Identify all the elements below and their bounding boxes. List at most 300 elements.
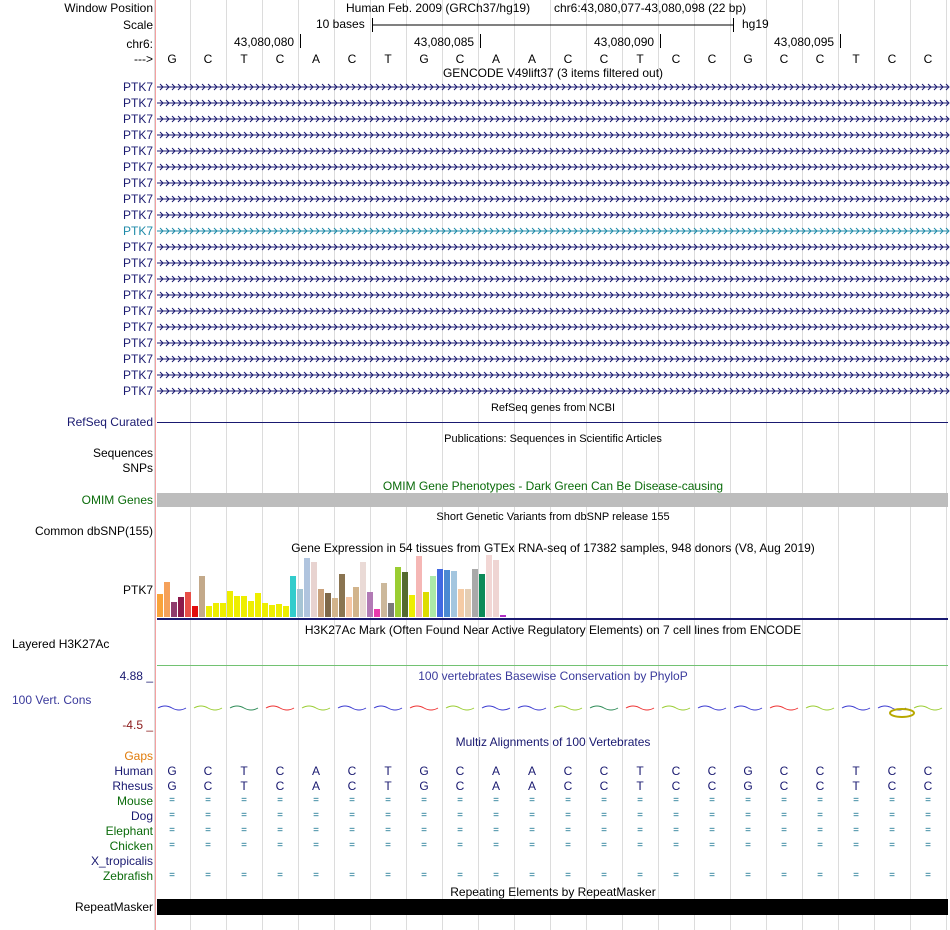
gtex-tissue-bar[interactable] (192, 606, 198, 617)
phylop-mark (806, 706, 834, 710)
alignment-base: A (527, 764, 536, 778)
gtex-tissue-bar[interactable] (255, 593, 261, 617)
gene-label[interactable]: PTK7 (122, 272, 153, 286)
alignment-base: = (745, 870, 751, 881)
phylop-mark (770, 706, 798, 710)
alignment-base: C (455, 764, 465, 778)
alignment-base: = (205, 795, 211, 806)
gtex-tissue-bar[interactable] (451, 571, 457, 617)
alignment-base: = (385, 810, 391, 821)
gene-label[interactable]: PTK7 (122, 224, 153, 238)
phylop-mark (338, 706, 366, 710)
gtex-tissue-bar[interactable] (241, 596, 247, 617)
alignment-base: = (709, 810, 715, 821)
alignment-base: = (493, 870, 499, 881)
base-letter: C (779, 52, 789, 66)
gene-feature[interactable] (157, 291, 948, 299)
alignment-base: = (817, 870, 823, 881)
alignment-base: = (349, 795, 355, 806)
gene-label[interactable]: PTK7 (122, 240, 153, 254)
gene-label[interactable]: PTK7 (122, 320, 153, 334)
alignment-base: G (743, 779, 753, 793)
gene-feature[interactable] (157, 99, 948, 107)
ruler-tick-label: 43,080,090 (594, 35, 655, 49)
gene-feature[interactable] (157, 211, 948, 219)
base-letter: C (599, 52, 609, 66)
base-letter: C (275, 52, 285, 66)
phylop-mark (518, 706, 546, 710)
alignment-base: = (817, 840, 823, 851)
omim-bar[interactable] (157, 493, 948, 507)
alignment-base: = (853, 870, 859, 881)
grid-line (802, 0, 803, 930)
gtex-tissue-bar[interactable] (213, 603, 219, 617)
gene-feature[interactable] (157, 275, 948, 283)
gtex-tissue-bar[interactable] (395, 567, 401, 617)
gtex-tissue-bar[interactable] (206, 606, 212, 617)
ruler-tick (480, 34, 481, 48)
alignment-base: C (779, 764, 789, 778)
gaps-label[interactable]: Gaps (124, 749, 153, 763)
gtex-tissue-bar[interactable] (479, 574, 485, 617)
base-letter: A (311, 52, 320, 66)
phylop-mark (410, 706, 438, 710)
gtex-tissue-bar[interactable] (346, 597, 352, 617)
h3k27ac-line (157, 665, 948, 666)
base-letter: T (852, 52, 860, 66)
alignment-base: = (169, 825, 175, 836)
repeatmasker-bar[interactable] (157, 899, 948, 915)
gene-label[interactable]: PTK7 (122, 304, 153, 318)
gene-label[interactable]: PTK7 (122, 256, 153, 270)
gtex-title[interactable]: Gene Expression in 54 tissues from GTEx RNA-seq of 17382 samples, 948 donors (V8, Aug 2019) (291, 541, 815, 555)
gene-feature[interactable] (157, 387, 948, 395)
grid-line (694, 0, 695, 930)
snps-label[interactable]: SNPs (122, 461, 153, 475)
refseq-title[interactable]: RefSeq genes from NCBI (490, 402, 616, 414)
alignment-base: T (240, 764, 248, 778)
base-letter: A (527, 52, 536, 66)
alignment-base: = (385, 795, 391, 806)
gtex-tissue-bar[interactable] (325, 593, 331, 617)
alignment-base: C (923, 764, 933, 778)
gene-feature[interactable] (157, 179, 948, 187)
gtex-tissue-bar[interactable] (493, 560, 499, 617)
grid-line (442, 0, 443, 930)
grid-line (334, 0, 335, 930)
alignment-base: = (421, 795, 427, 806)
gene-feature[interactable] (157, 227, 948, 235)
gene-label[interactable]: PTK7 (122, 80, 153, 94)
gencode-title[interactable]: GENCODE V49lift37 (3 items filtered out) (442, 66, 664, 80)
grid-line (910, 0, 911, 930)
alignment-base: = (601, 870, 607, 881)
gene-label[interactable]: PTK7 (122, 128, 153, 142)
alignment-base: = (205, 870, 211, 881)
species-label[interactable]: Elephant (105, 824, 153, 838)
gene-feature[interactable] (157, 371, 948, 379)
grid-line (154, 0, 155, 930)
gtex-tissue-bar[interactable] (311, 562, 317, 617)
chrom-label: chr6: (126, 37, 153, 51)
gtex-tissue-bar[interactable] (437, 569, 443, 617)
gene-feature[interactable] (157, 323, 948, 331)
species-label[interactable]: Zebrafish (102, 869, 153, 883)
alignment-base: = (817, 795, 823, 806)
gtex-tissue-bar[interactable] (332, 598, 338, 617)
base-letter: T (384, 52, 392, 66)
alignment-base: C (887, 779, 897, 793)
publications-title[interactable]: Publications: Sequences in Scientific Articles (444, 433, 662, 445)
gtex-tissue-bar[interactable] (409, 595, 415, 617)
alignment-base: = (565, 810, 571, 821)
alignment-base: G (167, 764, 177, 778)
phylop-mark (554, 706, 582, 710)
omim-title[interactable]: OMIM Gene Phenotypes - Dark Green Can Be Disease-causing (382, 479, 724, 493)
alignment-base: = (529, 795, 535, 806)
gtex-tissue-bar[interactable] (297, 589, 303, 617)
alignment-base: = (601, 810, 607, 821)
phylop-logo[interactable] (156, 700, 950, 722)
alignment-base: = (709, 840, 715, 851)
alignment-base: C (275, 764, 285, 778)
publications-label[interactable]: Sequences (92, 446, 153, 460)
species-label[interactable]: Dog (130, 809, 153, 823)
base-letter: G (743, 52, 753, 66)
refseq-label[interactable]: RefSeq Curated (66, 415, 153, 429)
alignment-base: = (889, 840, 895, 851)
grid-line (874, 0, 875, 930)
alignment-base: = (673, 795, 679, 806)
gtex-tissue-bar[interactable] (402, 572, 408, 617)
grid-line (946, 0, 947, 930)
gene-feature[interactable] (157, 339, 948, 347)
gene-feature[interactable] (157, 355, 948, 363)
alignment-base: = (817, 825, 823, 836)
gtex-tissue-bar[interactable] (500, 615, 506, 617)
gtex-tissue-bar[interactable] (185, 592, 191, 617)
phylop-mark (230, 706, 258, 710)
alignment-base: = (313, 840, 319, 851)
gtex-tissue-bar[interactable] (157, 594, 163, 617)
grid-line (550, 0, 551, 930)
alignment-base: A (311, 764, 320, 778)
alignment-base: = (349, 840, 355, 851)
alignment-base: T (240, 779, 248, 793)
h3k27ac-label[interactable]: Layered H3K27Ac (12, 637, 110, 651)
gtex-tissue-bar[interactable] (248, 601, 254, 617)
alignment-base: = (241, 825, 247, 836)
alignment-base: = (241, 810, 247, 821)
gtex-tissue-bar[interactable] (304, 558, 310, 617)
alignment-base: C (923, 779, 933, 793)
scale-label: Scale (122, 18, 153, 32)
grid-line (622, 0, 623, 930)
gene-label[interactable]: PTK7 (122, 96, 153, 110)
alignment-base: C (815, 764, 825, 778)
grid-line (586, 0, 587, 930)
alignment-base: C (203, 779, 213, 793)
gtex-tissue-bar[interactable] (276, 604, 282, 617)
species-label[interactable]: Human (114, 764, 153, 778)
alignment-base: C (275, 779, 285, 793)
gene-label[interactable]: PTK7 (122, 176, 153, 190)
ruler-tick (660, 34, 661, 48)
refseq-line[interactable] (157, 422, 948, 423)
alignment-base: = (169, 840, 175, 851)
assembly-name: Human Feb. 2009 (GRCh37/hg19) (346, 1, 531, 15)
alignment-base: = (313, 870, 319, 881)
base-letter: C (203, 52, 213, 66)
alignment-base: = (853, 810, 859, 821)
gene-feature[interactable] (157, 131, 948, 139)
alignment-base: = (565, 840, 571, 851)
alignment-base: = (925, 795, 931, 806)
alignment-base: = (421, 870, 427, 881)
phylop-mark (590, 706, 618, 710)
alignment-base: = (745, 810, 751, 821)
alignment-base: = (277, 870, 283, 881)
gene-feature[interactable] (157, 115, 948, 123)
alignment-base: = (601, 840, 607, 851)
dbsnp-title[interactable]: Short Genetic Variants from dbSNP release 155 (436, 511, 670, 523)
gtex-tissue-bar[interactable] (164, 582, 170, 617)
species-label[interactable]: Chicken (109, 839, 153, 853)
grid-line (262, 0, 263, 930)
base-letter: C (887, 52, 897, 66)
gene-label[interactable]: PTK7 (122, 112, 153, 126)
alignment-base: = (529, 810, 535, 821)
alignment-base: = (241, 840, 247, 851)
alignment-base: = (241, 870, 247, 881)
alignment-base: G (167, 779, 177, 793)
gene-label[interactable]: PTK7 (122, 160, 153, 174)
phylop-label[interactable]: 100 Vert. Cons (12, 693, 92, 707)
position-readout: chr6:43,080,077-43,080,098 (22 bp) (554, 1, 747, 15)
gtex-tissue-bar[interactable] (283, 606, 289, 617)
alignment-base: = (745, 840, 751, 851)
alignment-base: T (384, 779, 392, 793)
alignment-base: = (493, 840, 499, 851)
gtex-tissue-bar[interactable] (465, 589, 471, 617)
gtex-tissue-bar[interactable] (220, 603, 226, 617)
alignment-base: = (889, 795, 895, 806)
alignment-base: = (385, 825, 391, 836)
gene-label[interactable]: PTK7 (122, 384, 153, 398)
gtex-tissue-bar[interactable] (360, 562, 366, 617)
alignment-base: = (565, 870, 571, 881)
gtex-tissue-bar[interactable] (374, 609, 380, 617)
base-letter: C (455, 52, 465, 66)
gtex-tissue-bar[interactable] (388, 603, 394, 617)
alignment-base: = (745, 795, 751, 806)
alignment-base: = (889, 870, 895, 881)
gtex-tissue-bar[interactable] (458, 589, 464, 617)
gene-label[interactable]: PTK7 (122, 208, 153, 222)
alignment-base: G (419, 764, 429, 778)
grid-line (406, 0, 407, 930)
gtex-tissue-bar[interactable] (262, 603, 268, 617)
alignment-base: = (637, 795, 643, 806)
gene-feature[interactable] (157, 243, 948, 251)
alignment-base: C (779, 779, 789, 793)
gene-label[interactable]: PTK7 (122, 144, 153, 158)
alignment-base: = (925, 870, 931, 881)
gtex-tissue-bar[interactable] (486, 555, 492, 617)
gtex-tissue-bar[interactable] (171, 602, 177, 617)
grid-line (370, 0, 371, 930)
base-letter: C (815, 52, 825, 66)
gene-feature[interactable] (157, 83, 948, 91)
gtex-tissue-bar[interactable] (269, 605, 275, 617)
ruler-tick-label: 43,080,085 (414, 35, 475, 49)
base-letter: T (636, 52, 644, 66)
alignment-base: T (636, 764, 644, 778)
grid-line (514, 0, 515, 930)
gene-label[interactable]: PTK7 (122, 192, 153, 206)
alignment-base: = (241, 795, 247, 806)
base-letter: C (671, 52, 681, 66)
species-label[interactable]: Rhesus (112, 779, 153, 793)
phylop-mark (626, 706, 654, 710)
alignment-base: = (709, 870, 715, 881)
alignment-base: T (852, 779, 860, 793)
gtex-tissue-bar[interactable] (416, 556, 422, 617)
scale-bar (372, 18, 734, 32)
phylop-mark (890, 709, 914, 717)
ruler-tick-label: 43,080,080 (234, 35, 295, 49)
alignment-base: = (637, 840, 643, 851)
gtex-tissue-bar[interactable] (381, 583, 387, 617)
dbsnp-label[interactable]: Common dbSNP(155) (34, 524, 153, 538)
gtex-tissue-bar[interactable] (227, 591, 233, 617)
multiz-title[interactable]: Multiz Alignments of 100 Vertebrates (455, 735, 651, 749)
gene-label[interactable]: PTK7 (122, 352, 153, 366)
alignment-base: = (925, 840, 931, 851)
gtex-tissue-bar[interactable] (353, 587, 359, 617)
alignment-base: T (852, 764, 860, 778)
alignment-base: C (203, 764, 213, 778)
alignment-base: C (455, 779, 465, 793)
phylop-mark (446, 706, 474, 710)
gtex-tissue-bar[interactable] (367, 592, 373, 617)
alignment-base: C (671, 764, 681, 778)
gene-feature[interactable] (157, 195, 948, 203)
phylop-title[interactable]: 100 vertebrates Basewise Conservation by PhyloP (418, 669, 688, 683)
alignment-base: = (493, 795, 499, 806)
alignment-base: = (637, 825, 643, 836)
base-letter: C (707, 52, 717, 66)
gene-feature[interactable] (157, 307, 948, 315)
alignment-base: C (887, 764, 897, 778)
alignment-base: = (349, 825, 355, 836)
alignment-base: = (169, 810, 175, 821)
phylop-mark (482, 706, 510, 710)
omim-label[interactable]: OMIM Genes (81, 493, 153, 507)
gene-feature[interactable] (157, 163, 948, 171)
gene-feature[interactable] (157, 147, 948, 155)
alignment-base: = (493, 810, 499, 821)
gtex-tissue-bar[interactable] (199, 576, 205, 617)
alignment-base: A (527, 779, 536, 793)
gtex-tissue-bar[interactable] (318, 589, 324, 617)
alignment-base: = (781, 795, 787, 806)
alignment-base: T (636, 779, 644, 793)
alignment-base: = (313, 825, 319, 836)
gtex-tissue-bar[interactable] (472, 569, 478, 617)
alignment-base: = (277, 840, 283, 851)
gtex-label[interactable]: PTK7 (122, 583, 153, 597)
alignment-base: = (457, 840, 463, 851)
alignment-base: = (277, 825, 283, 836)
grid-line (730, 0, 731, 930)
h3k27ac-title[interactable]: H3K27Ac Mark (Often Found Near Active Regulatory Elements) on 7 cell lines from ENCODE (304, 623, 802, 637)
base-letter: G (419, 52, 429, 66)
grid-line (658, 0, 659, 930)
alignment-base: A (311, 779, 320, 793)
alignment-base: = (889, 825, 895, 836)
alignment-base: C (815, 779, 825, 793)
gtex-tissue-bar[interactable] (178, 597, 184, 617)
alignment-base: = (781, 840, 787, 851)
alignment-base: = (529, 825, 535, 836)
alignment-base: = (205, 840, 211, 851)
repeatmasker-label[interactable]: RepeatMasker (74, 900, 153, 914)
scale-value: 10 bases (316, 17, 365, 31)
gene-label[interactable]: PTK7 (122, 288, 153, 302)
alignment-base: = (817, 810, 823, 821)
gtex-baseline (157, 618, 948, 620)
alignment-base: = (709, 795, 715, 806)
alignment-base: = (457, 795, 463, 806)
species-label[interactable]: X_tropicalis (90, 854, 153, 868)
alignment-base: C (347, 779, 357, 793)
alignment-base: = (457, 870, 463, 881)
alignment-base: = (313, 810, 319, 821)
gene-label[interactable]: PTK7 (122, 336, 153, 350)
grid-line (226, 0, 227, 930)
alignment-base: = (637, 870, 643, 881)
gtex-tissue-bar[interactable] (423, 592, 429, 617)
gtex-tissue-bar[interactable] (290, 576, 296, 617)
gtex-tissue-bar[interactable] (444, 570, 450, 617)
base-letter: G (167, 52, 177, 66)
alignment-base: C (347, 764, 357, 778)
alignment-base: = (169, 795, 175, 806)
gene-label[interactable]: PTK7 (122, 368, 153, 382)
gtex-tissue-bar[interactable] (234, 596, 240, 617)
gtex-tissue-bar[interactable] (339, 574, 345, 617)
base-letter: C (923, 52, 933, 66)
gene-feature[interactable] (157, 259, 948, 267)
phylop-min: -4.5 _ (122, 718, 153, 732)
base-letter: C (347, 52, 357, 66)
alignment-base: = (169, 870, 175, 881)
base-letter: C (563, 52, 573, 66)
alignment-base: = (205, 825, 211, 836)
alignment-base: = (673, 870, 679, 881)
species-label[interactable]: Mouse (116, 794, 153, 808)
alignment-base: = (385, 840, 391, 851)
phylop-mark (842, 706, 870, 710)
alignment-base: C (599, 779, 609, 793)
repeatmasker-title[interactable]: Repeating Elements by RepeatMasker (450, 885, 656, 899)
alignment-base: = (277, 795, 283, 806)
gtex-tissue-bar[interactable] (430, 576, 436, 617)
alignment-base: = (313, 795, 319, 806)
alignment-base: = (457, 825, 463, 836)
alignment-base: = (565, 795, 571, 806)
